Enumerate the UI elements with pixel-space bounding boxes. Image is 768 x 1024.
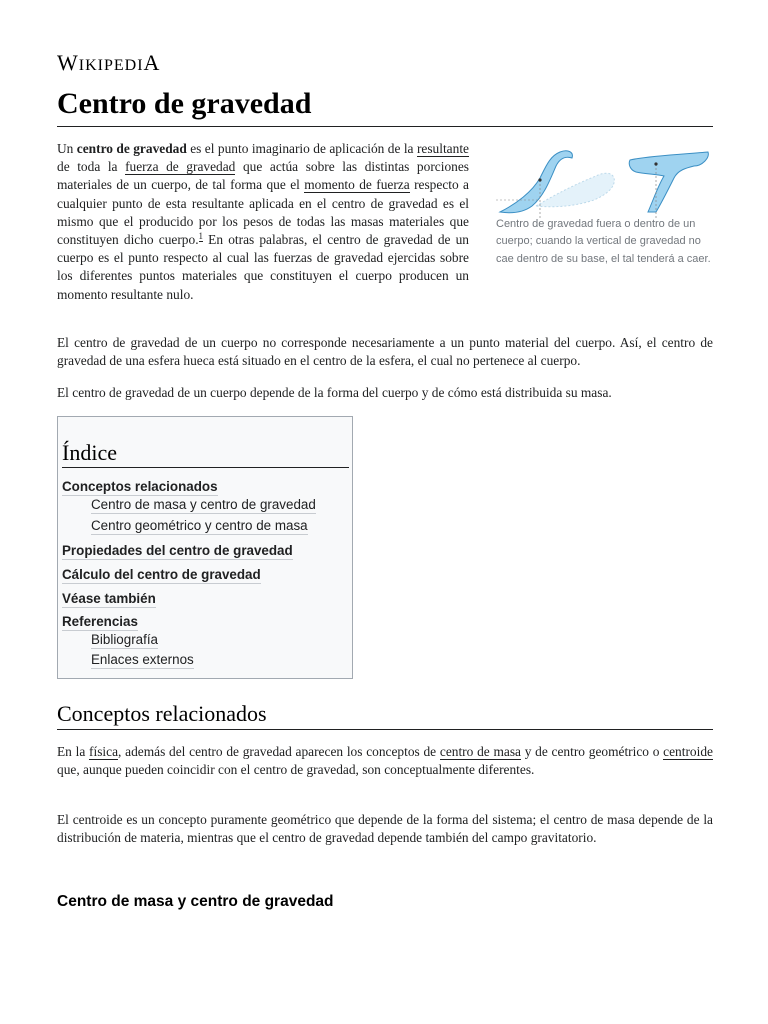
reference-1[interactable]: 1	[198, 230, 204, 241]
page-title: Centro de gravedad	[57, 86, 713, 127]
toc-item-bibliografia[interactable]: Bibliografía	[91, 632, 158, 647]
subsection-heading-centro-de-masa: Centro de masa y centro de gravedad	[57, 893, 334, 910]
paragraph-2: El centro de gravedad de un cuerpo no corresponde necesariamente a un punto material del cuerpo. Así, el centro de gravedad de una esfera hueca está situado en el centro de la esfera, el cual no pertenece al cuerpo.	[57, 335, 713, 369]
center-of-gravity-illustration[interactable]	[496, 144, 713, 218]
figure-thumbnail	[496, 144, 713, 268]
section-paragraph-1: En la física, además del centro de gravedad aparecen los conceptos de centro de masa y de centro geométrico o centroide que, aunque pueden coincidir con el centro de gravedad, son conceptualmente diferentes.	[57, 744, 713, 778]
link-centroide[interactable]: centroide	[663, 744, 713, 759]
toc-item-calculo[interactable]: Cálculo del centro de gravedad	[62, 567, 261, 582]
link-centro-de-masa[interactable]: centro de masa	[439, 744, 521, 759]
section-paragraph-2: El centroide es un concepto puramente geométrico que depende de la forma del sistema; el centro de masa depende de la distribución de materia, mientras que el centro de gravedad depende también del campo gravitatorio.	[57, 812, 713, 846]
toc-item-vease-tambien[interactable]: Véase también	[62, 591, 156, 606]
wikipedia-logo[interactable]: WIKIPEDIA	[57, 50, 161, 75]
figure-caption: Centro de gravedad fuera o dentro de un cuerpo; cuando la vertical de gravedad no cae dentro de su base, el tal tenderá a caer.	[496, 218, 711, 265]
toc-item-referencias[interactable]: Referencias	[62, 614, 138, 629]
toc-title: Índice	[62, 439, 349, 468]
section-heading-conceptos-relacionados: Conceptos relacionados	[57, 701, 713, 730]
toc-item-centro-geometrico[interactable]: Centro geométrico y centro de masa	[91, 518, 308, 533]
link-fisica[interactable]: física	[89, 744, 119, 759]
paragraph-3: El centro de gravedad de un cuerpo depende de la forma del cuerpo y de cómo está distribuida su masa.	[57, 385, 612, 400]
table-of-contents	[57, 416, 353, 679]
link-fuerza-de-gravedad[interactable]: fuerza de gravedad	[125, 159, 236, 175]
toc-item-propiedades[interactable]: Propiedades del centro de gravedad	[62, 543, 293, 558]
link-momento-de-fuerza[interactable]: momento de fuerza	[304, 177, 410, 193]
lead-paragraph: Un centro de gravedad es el punto imaginario de aplicación de la resultante de toda la fuerza de gravedad que actúa sobre las distintas porciones materiales de un cuerpo, de tal forma que el momento de fuerza respecto a cualquier punto de esta resultante aplicada en el centro de gravedad es el mismo que el producido por los pesos de todas las masas materiales que constituyen dicho cuerpo.$^1$ En otras palabras, el centro de gravedad de un cuerpo es el punto respecto al cual las fuerzas de gravedad ejercidas sobre los diferentes puntos materiales que constituyen el cuerpo producen un momento resultante nulo.	[57, 141, 470, 302]
link-resultante[interactable]: resultante	[416, 141, 469, 156]
toc-item-conceptos-relacionados[interactable]: Conceptos relacionados	[62, 479, 218, 494]
toc-item-enlaces-externos[interactable]: Enlaces externos	[91, 652, 194, 667]
toc-item-centro-de-masa[interactable]: Centro de masa y centro de gravedad	[91, 497, 316, 512]
